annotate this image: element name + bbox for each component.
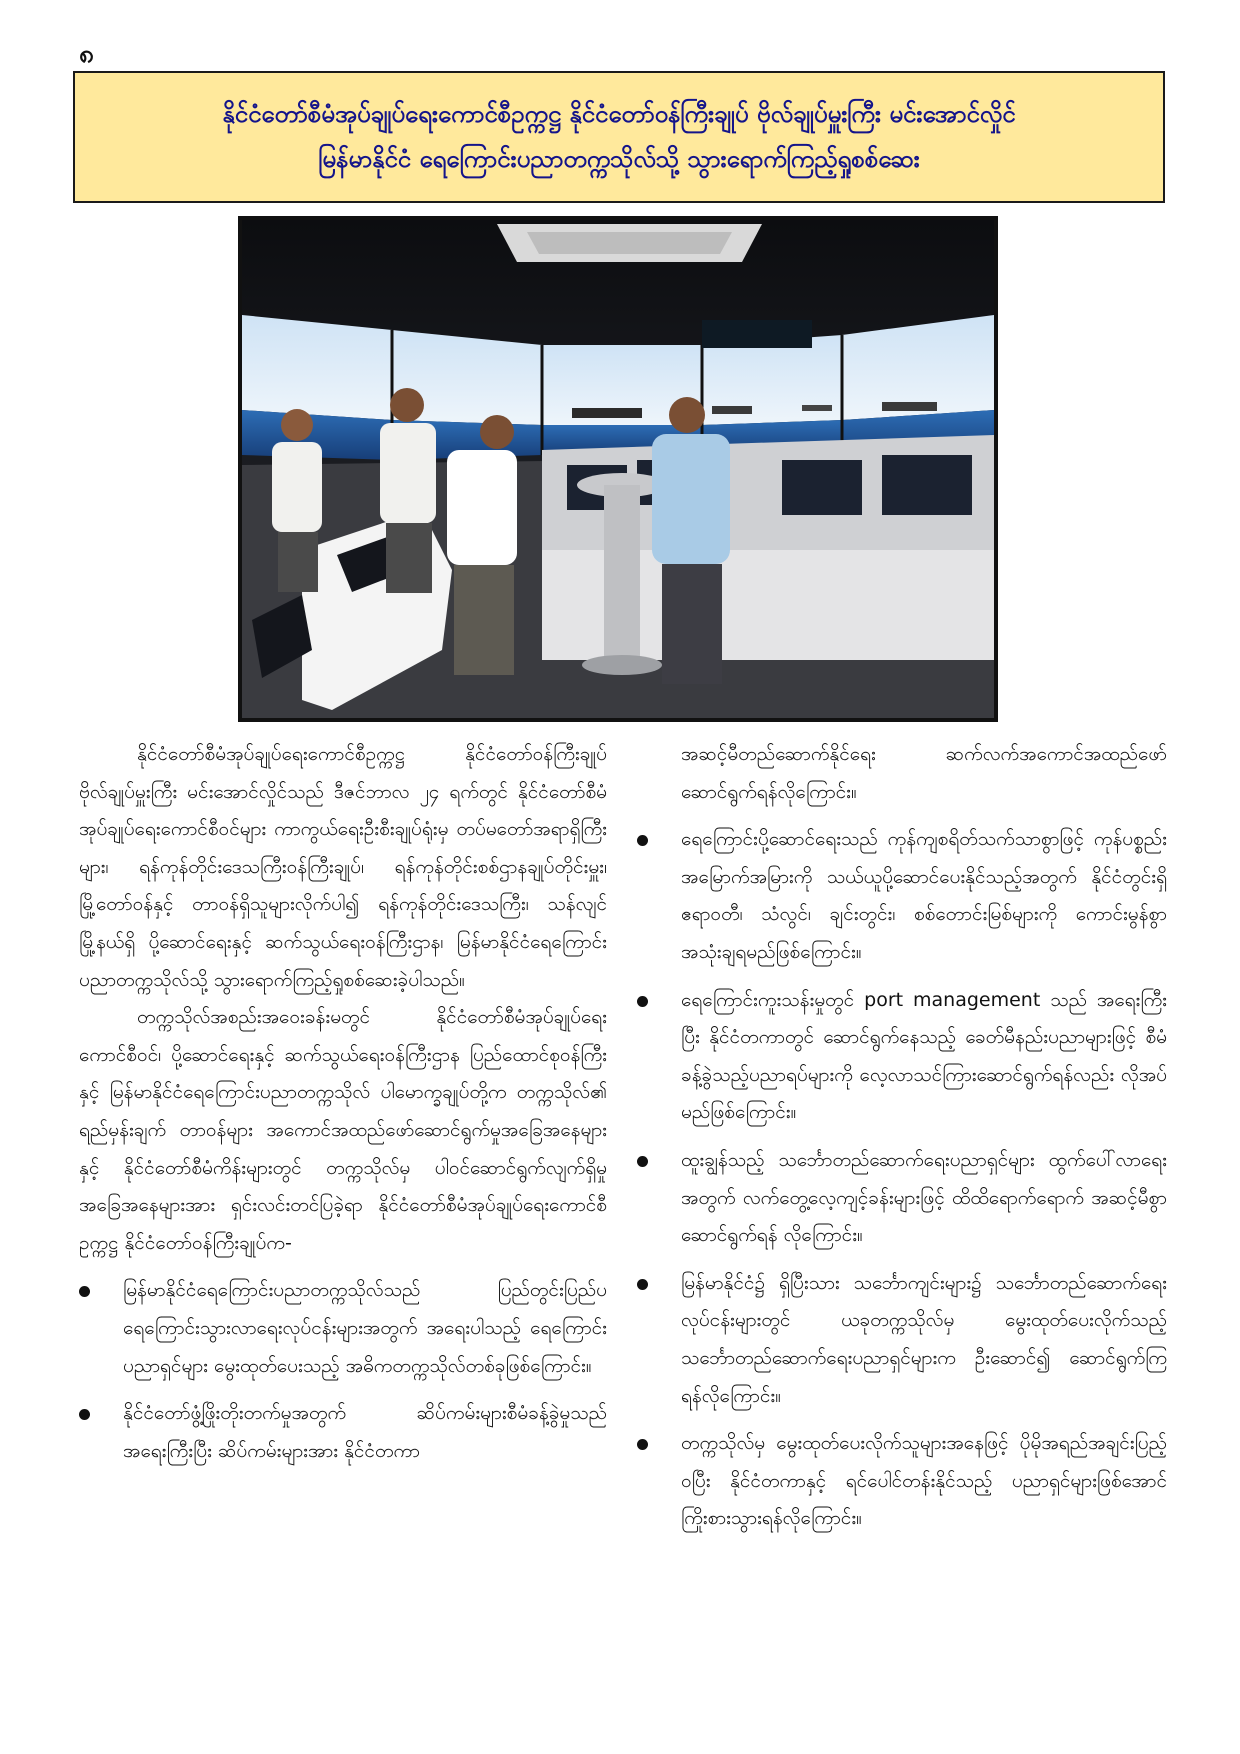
instruction-item [637,1142,1167,1255]
headline-line-2: မြန်မာနိုင်ငံ ရေကြောင်းပညာတက္ကသိုလ်သို့ သွားရောက်ကြည့်ရှုစစ်ဆေး [318,145,920,173]
news-photo [238,216,998,722]
instruction-text: ထူးချွန်သည့် သင်္ဘောတည်ဆောက်ရေးပညာရှင်များ ထွက်ပေါ်လာရေးအတွက် လက်တွေ့လေ့ကျင့်ခန်းများဖြင့် ထိထိရောက်ရောက် အဆင့်မီစွာဆောင်ရွက်ရန် လိုကြောင်း။ [681,1148,1167,1247]
bullet-icon [637,1279,648,1290]
article-left-column [79,736,607,1470]
instruction-text: မြန်မာနိုင်ငံရေကြောင်းပညာတက္ကသိုလ်သည် ပြည်တွင်းပြည်ပ ရေကြောင်းသွားလာရေးလုပ်ငန်းများအတွက် အရေးပါသည့် ရေကြောင်းပညာရှင်များ မွေးထုတ်ပေးသည့် အဓိကတက္ကသိုလ်တစ်ခုဖြစ်ကြောင်း။ [123,1279,607,1377]
article-paragraph-1: နိုင်ငံတော်စီမံအုပ်ချုပ်ရေးကောင်စီဥက္ကဋ္ဌ နိုင်ငံတော်ဝန်ကြီးချုပ် ဗိုလ်ချုပ်မှူးကြီး မင်းအောင်လှိုင်သည် ဒီဇင်ဘာလ ၂၄ ရက်တွင် နိုင်ငံတော်စီမံအုပ်ချုပ်ရေးကောင်စီဝင်များ ကာကွယ်ရေးဦးစီးချုပ်ရုံးမှ တပ်မတော်အရာရှိကြီးများ၊ ရန်ကုန်တိုင်းဒေသကြီးဝန်ကြီးချုပ်၊ ရန်ကုန်တိုင်းစစ်ဌာနချုပ်တိုင်းမှူး၊ မြို့တော်ဝန်နှင့် တာဝန်ရှိသူများလိုက်ပါ၍ ရန်ကုန်တိုင်းဒေသကြီး၊ သန်လျင်မြို့နယ်ရှိ ပို့ဆောင်ရေးနှင့် ဆက်သွယ်ရေးဝန်ကြီးဌာန၊ မြန်မာနိုင်ငံရေကြောင်းပညာတက္ကသိုလ်သို့ သွားရောက်ကြည့်ရှုစစ်ဆေးခဲ့ပါသည်။ [79,743,607,991]
instruction-text: တက္ကသိုလ်မှ မွေးထုတ်ပေးလိုက်သူများအနေဖြင့် ပိုမိုအရည်အချင်းပြည့်ဝပြီး နိုင်ငံတကာနှင့် ရင်ပေါင်တန်းနိုင်သည့် ပညာရှင်များဖြစ်အောင် ကြိုးစားသွားရန်လိုကြောင်း။ [681,1432,1167,1530]
instruction-item [79,1395,607,1470]
instruction-item [637,821,1167,971]
bullet-icon [637,1439,648,1450]
headline-box [73,71,1165,203]
headline-line-1: နိုင်ငံတော်စီမံအုပ်ချုပ်ရေးကောင်စီဥက္ကဋ္ဌ နိုင်ငံတော်ဝန်ကြီးချုပ် ဗိုလ်ချုပ်မှူးကြီး မင်းအောင်လှိုင် [222,100,1016,129]
overhead-display [702,320,812,348]
instructions-list-left [79,1272,607,1470]
page-number: ၈ [79,39,94,69]
bullet-icon [637,835,648,846]
instruction-text: ရေကြောင်းကူးသန်းမှုတွင် port management သည် အရေးကြီးပြီး နိုင်ငံတကာတွင် ဆောင်ရွက်နေသည့် ခေတ်မီနည်းပညာများဖြင့် စီမံခန့်ခွဲသည့်ပညာရပ်များကို လေ့လာသင်ကြားဆောင်ရွက်ရန်လည်း လိုအပ်မည်ဖြစ်ကြောင်း။ [681,988,1167,1124]
article-right-column [637,736,1167,1538]
instruction-text: ရေကြောင်းပို့ဆောင်ရေးသည် ကုန်ကျစရိတ်သက်သာစွာဖြင့် ကုန်ပစ္စည်းအမြောက်အမြားကို သယ်ယူပို့ဆောင်ပေးနိုင်သည့်အတွက် နိုင်ငံတွင်းရှိ ဧရာဝတီ၊ သံလွင်၊ ချင်းတွင်း၊ စစ်တောင်းမြစ်များကို ကောင်းမွန်စွာ အသုံးချရမည်ဖြစ်ကြောင်း။ [681,828,1167,963]
instruction-item [637,1265,1167,1415]
instruction-text: မြန်မာနိုင်ငံ၌ ရှိပြီးသား သင်္ဘောကျင်းများ၌ သင်္ဘောတည်ဆောက်ရေးလုပ်ငန်းများတွင် ယခုတက္ကသိုလ်မှ မွေးထုတ်ပေးလိုက်သည့် သင်္ဘောတည်ဆောက်ရေးပညာရှင်များက ဦးဆောင်၍ ဆောင်ရွက်ကြရန်လိုကြောင်း။ [681,1271,1167,1407]
article-paragraph-2: တက္ကသိုလ်အစည်းအဝေးခန်းမတွင် နိုင်ငံတော်စီမံအုပ်ချုပ်ရေးကောင်စီဝင်၊ ပို့ဆောင်ရေးနှင့် ဆက်သွယ်ရေးဝန်ကြီးဌာန ပြည်ထောင်စုဝန်ကြီးနှင့် မြန်မာနိုင်ငံရေကြောင်းပညာတက္ကသိုလ် ပါမောက္ခချုပ်တို့က တက္ကသိုလ်၏ ရည်မှန်းချက် တာဝန်များ အကောင်အထည်ဖော်ဆောင်ရွက်မှုအခြေအနေများနှင့် နိုင်ငံတော်စီမံကိန်းများတွင် တက္ကသိုလ်မှ ပါဝင်ဆောင်ရွက်လျက်ရှိမှုအခြေအနေများအား ရှင်းလင်းတင်ပြခဲ့ရာ နိုင်ငံတော်စီမံအုပ်ချုပ်ရေးကောင်စီဥက္ကဋ္ဌ နိုင်ငံတော်ဝန်ကြီးချုပ်က- [79,1006,607,1254]
bullet-icon [79,1286,90,1297]
instruction-continuation: အဆင့်မီတည်ဆောက်နိုင်ရေး ဆက်လက်အကောင်အထည်ဖော် ဆောင်ရွက်ရန်လိုကြောင်း။ [681,743,1167,803]
bullet-icon [637,996,648,1007]
bullet-icon [637,1156,648,1167]
person-3 [447,415,517,675]
person-4 [652,397,730,684]
simulator-photo-illustration [242,220,994,718]
instruction-item [637,1425,1167,1538]
instruction-item [637,982,1167,1132]
bullet-icon [79,1409,90,1420]
instruction-text: နိုင်ငံတော်ဖွံ့ဖြိုးတိုးတက်မှုအတွက် ဆိပ်ကမ်းများစီမံခန့်ခွဲမှုသည် အရေးကြီးပြီး ဆိပ်ကမ်းများအား နိုင်ငံတကာ [123,1402,607,1462]
instructions-list-right [637,821,1167,1538]
instruction-item [79,1272,607,1385]
